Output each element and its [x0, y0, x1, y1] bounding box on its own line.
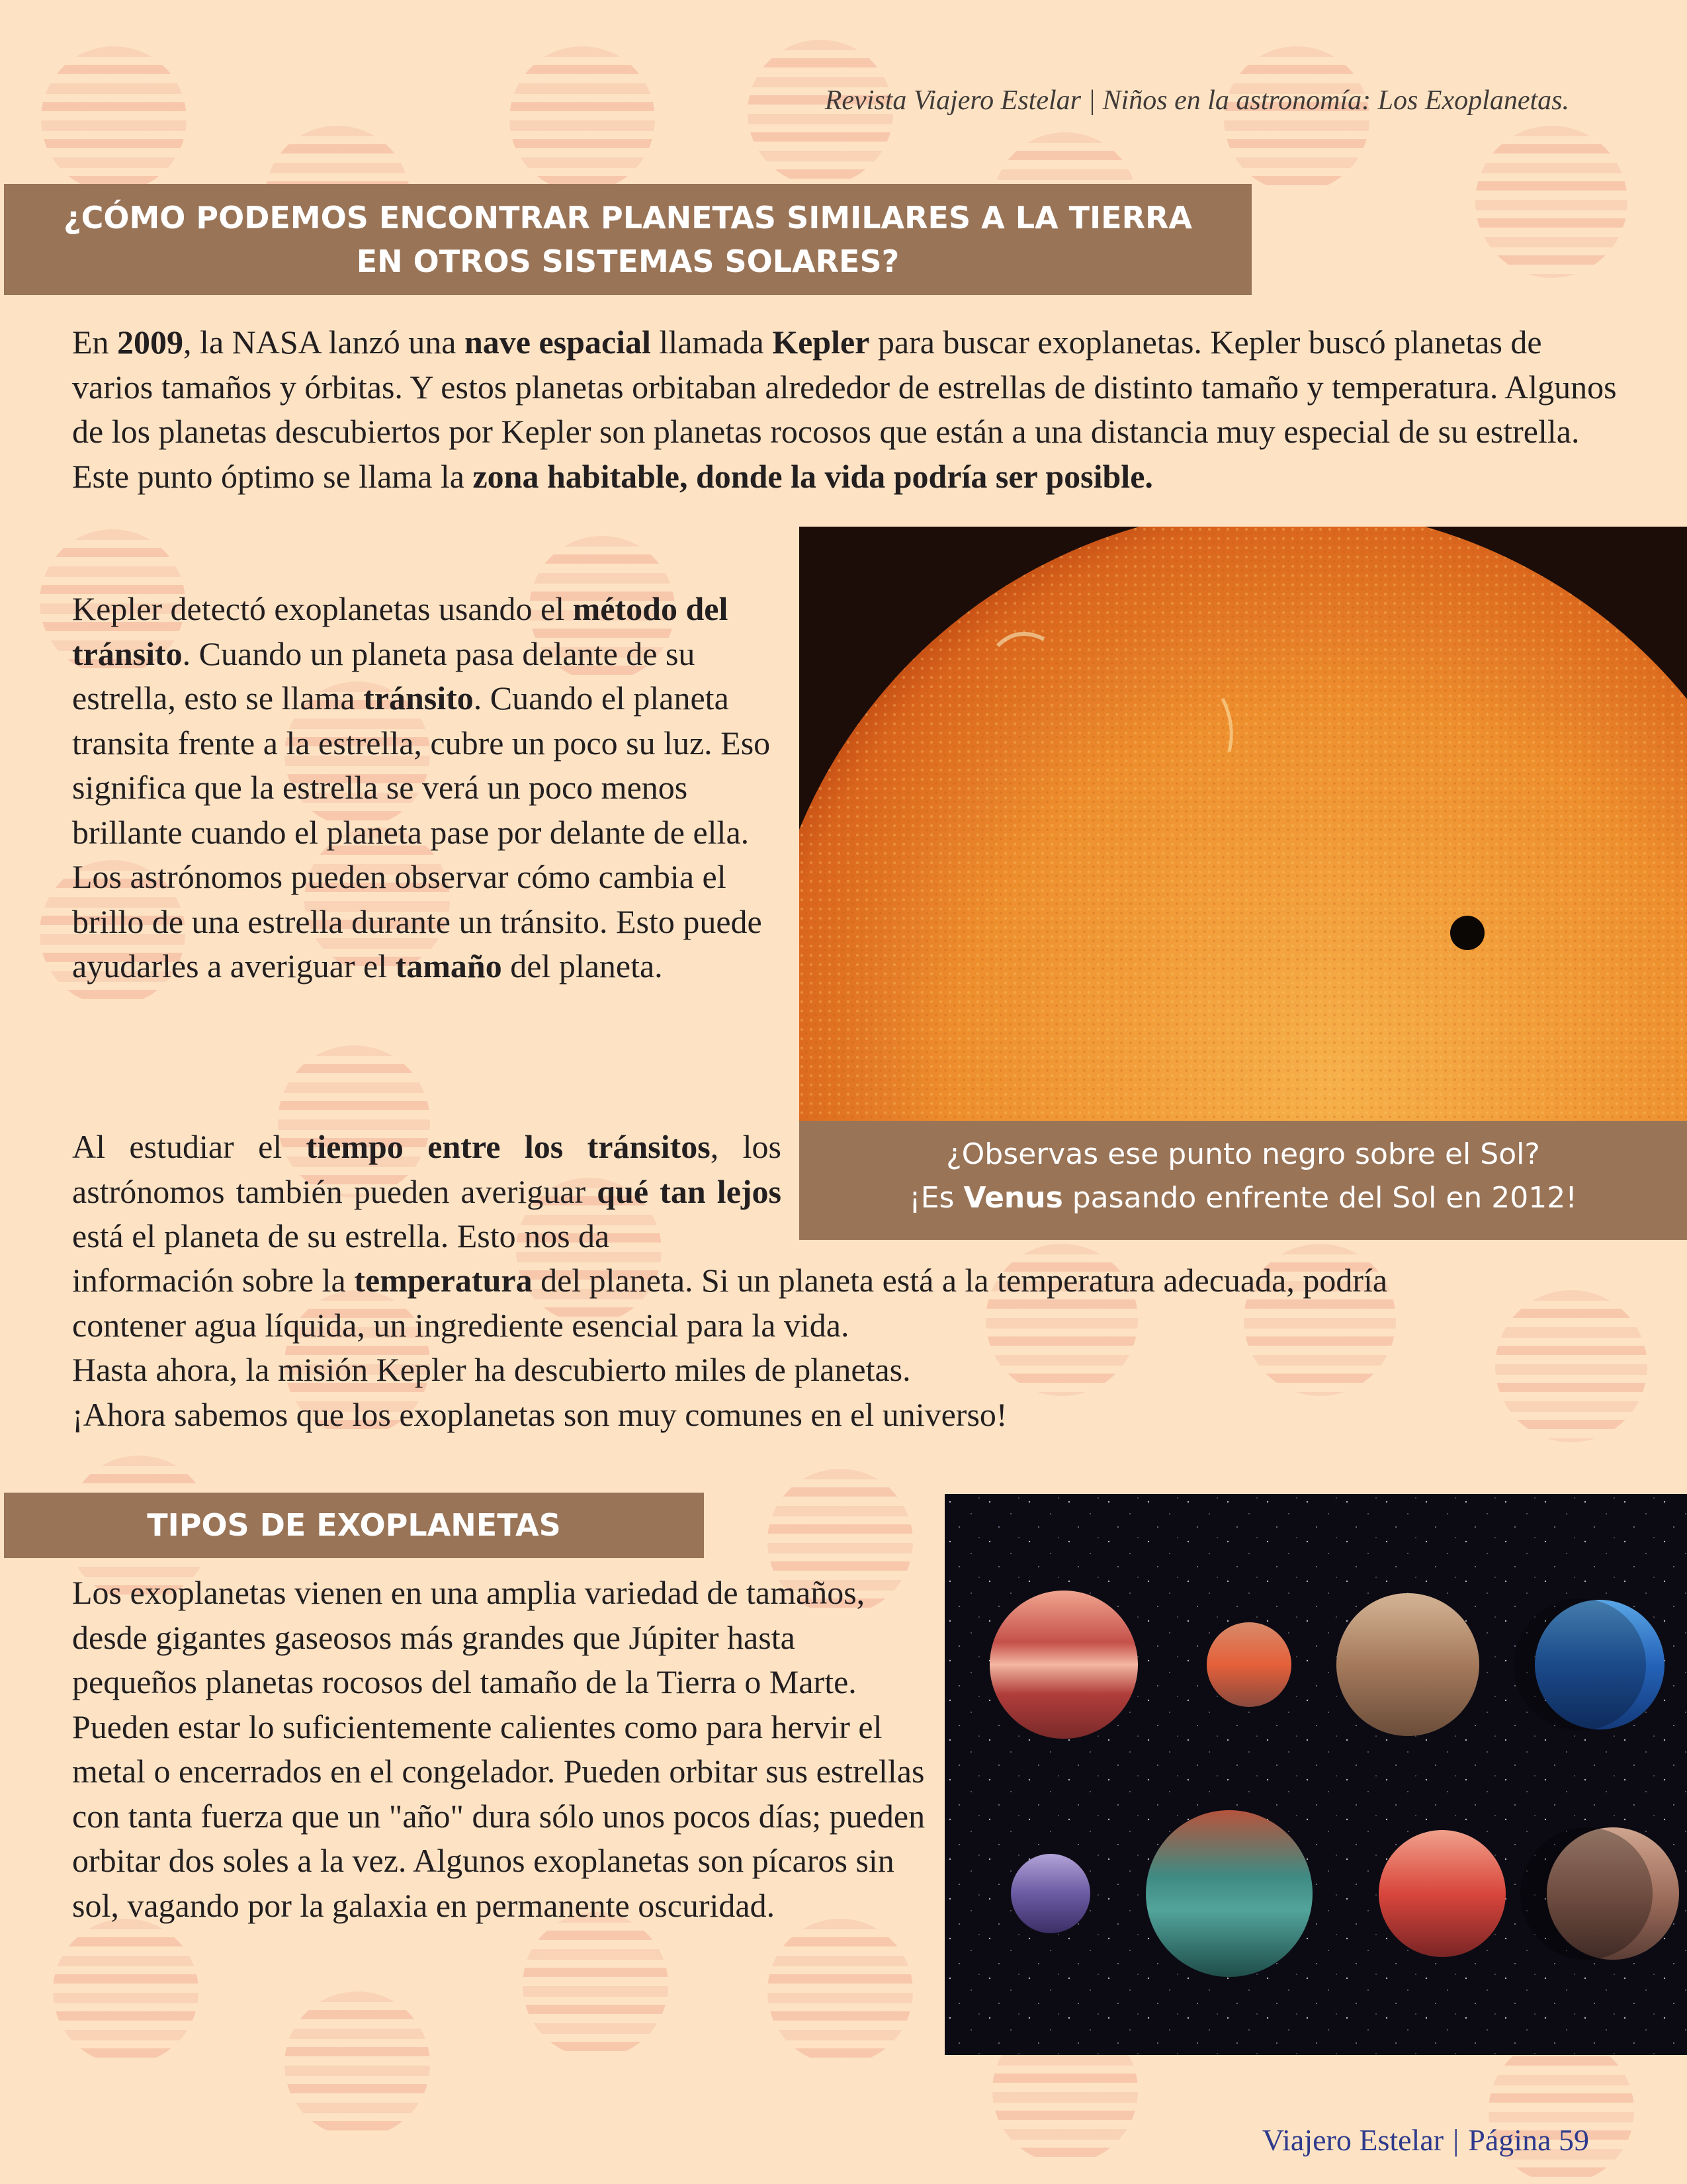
text-line: Hasta ahora, la misión Kepler ha descubierto miles de planetas.	[72, 1351, 911, 1388]
paragraph-block	[72, 587, 781, 855]
text-run: Kepler detectó exoplanetas usando el	[72, 590, 573, 627]
bold-term: zona habitable, donde la vida podría ser posible.	[472, 457, 1153, 495]
planet-3-icon	[1336, 1593, 1479, 1736]
planet-1-icon	[990, 1591, 1138, 1739]
text-run: Los astrónomos pueden observar cómo cambia el brillo de una estrella durante un tránsito. Esto puede ayudarles a averiguar el	[72, 858, 762, 984]
text-run: . Cuando un planeta pasa delante de su estrella, esto se llama	[72, 634, 695, 717]
background-planet-icon	[509, 46, 655, 192]
bold-term: tránsito	[363, 679, 474, 717]
section-heading-earthlike-planets	[4, 184, 1252, 295]
text-line: contener agua líquida, un ingrediente esencial para la vida.	[72, 1306, 849, 1344]
background-planet-icon	[1475, 126, 1627, 278]
footer-separator: |	[1453, 2123, 1459, 2157]
footer-magazine-name: Viajero Estelar	[1262, 2123, 1444, 2157]
text-run: está el planeta de su estrella. Esto nos da	[72, 1217, 610, 1254]
bold-year: 2009	[117, 324, 184, 361]
planet-5-icon	[1011, 1854, 1090, 1933]
background-planet-icon	[523, 1912, 668, 2058]
venus-transit-photo	[799, 527, 1687, 1121]
text-run: ¡Es	[909, 1181, 964, 1215]
text-run: del planeta.	[501, 947, 663, 984]
text-run: para buscar exoplanetas. Kepler buscó planetas de varios tamaños y órbitas. Y estos planetas orbitaban alrededor de estrellas de distinto tamaño y temperatura. Algunos de los planetas descubiertos por Kepler son planetas rocosos que están a una distancia muy especial de su estrella. Este punto óptimo se llama la	[72, 324, 1617, 495]
bold-term: tiempo entre los tránsitos	[306, 1128, 711, 1165]
text-run: , la NASA lanzó una	[183, 324, 464, 361]
heading-line: EN OTROS SISTEMAS SOLARES?	[356, 243, 900, 279]
text-run: . Cuando el planeta transita frente a la estrella, cubre un poco su luz. Eso significa que la estrella se verá un poco menos brillante cuando el planeta pase por delante de ella.	[72, 679, 771, 851]
text-run: información sobre la	[72, 1262, 355, 1299]
text-run: En	[72, 324, 118, 361]
text-run: , los astrónomos también pueden averiguar	[72, 1128, 781, 1210]
section-heading-exoplanet-types: TIPOS DE EXOPLANETAS	[4, 1493, 704, 1558]
exoplanets-illustration	[945, 1494, 1687, 2055]
heading-line: ¿CÓMO PODEMOS ENCONTRAR PLANETAS SIMILARES A LA TIERRA	[63, 200, 1193, 236]
text-run: pasando enfrente del Sol en 2012!	[1062, 1181, 1577, 1215]
exoplanet-types-paragraph: Los exoplanetas vienen en una amplia variedad de tamaños, desde gigantes gaseosos más grandes que Júpiter hasta pequeños planetas rocosos del tamaño de la Tierra o Marte. Pueden estar lo suficientemente calientes como para hervir el metal o encerrados en el congelador. Pueden orbitar sus estrellas con tanta fuerza que un "año" dura sólo unos pocos días; pueden orbitar dos soles a la vez. Algunos exoplanetas son pícaros sin sol, vagando por la galaxia en permanente oscuridad.	[72, 1574, 926, 1924]
planet-7-icon	[1379, 1830, 1506, 1957]
background-planet-icon	[53, 1919, 198, 2064]
bold-term: qué tan lejos	[597, 1172, 781, 1210]
running-header: Revista Viajero Estelar | Niños en la astronomía: Los Exoplanetas.	[824, 85, 1569, 116]
venus-dot	[1450, 916, 1485, 950]
text-run: llamada	[650, 324, 773, 361]
bold-term: tamaño	[395, 947, 502, 984]
bold-term: Kepler	[772, 324, 870, 361]
page-number: Página 59	[1468, 2123, 1589, 2157]
text-line: ¡Ahora sabemos que los exoplanetas son muy comunes en el universo!	[72, 1395, 1008, 1433]
caption-line	[799, 1176, 1687, 1220]
intro-paragraph	[72, 320, 1620, 499]
background-planet-icon	[767, 1919, 913, 2064]
background-planet-icon	[1489, 2038, 1634, 2183]
text-run: Al estudiar el	[72, 1128, 306, 1165]
bold-term: nave espacial	[464, 324, 651, 361]
background-planet-icon	[284, 1991, 430, 2137]
background-planet-icon	[1224, 46, 1369, 192]
planet-6-icon	[1146, 1810, 1313, 1977]
text-run: del planeta. Si un planeta está a la temperatura adecuada, podría	[532, 1262, 1388, 1299]
planet-2-icon	[1207, 1622, 1291, 1707]
paragraph-block	[72, 855, 781, 989]
transit-method-paragraph	[72, 587, 781, 989]
bold-term: Venus	[963, 1181, 1063, 1215]
background-planet-icon	[41, 46, 187, 192]
caption-line: ¿Observas ese punto negro sobre el Sol?	[946, 1137, 1540, 1171]
photo-caption	[799, 1121, 1687, 1240]
temperature-paragraph	[72, 1258, 1620, 1437]
transit-timing-paragraph	[72, 1125, 781, 1259]
bold-term: temperatura	[354, 1262, 533, 1299]
text-line	[72, 1258, 1620, 1303]
page-footer	[1262, 2122, 1589, 2158]
bold-term: método del tránsito	[72, 590, 728, 672]
